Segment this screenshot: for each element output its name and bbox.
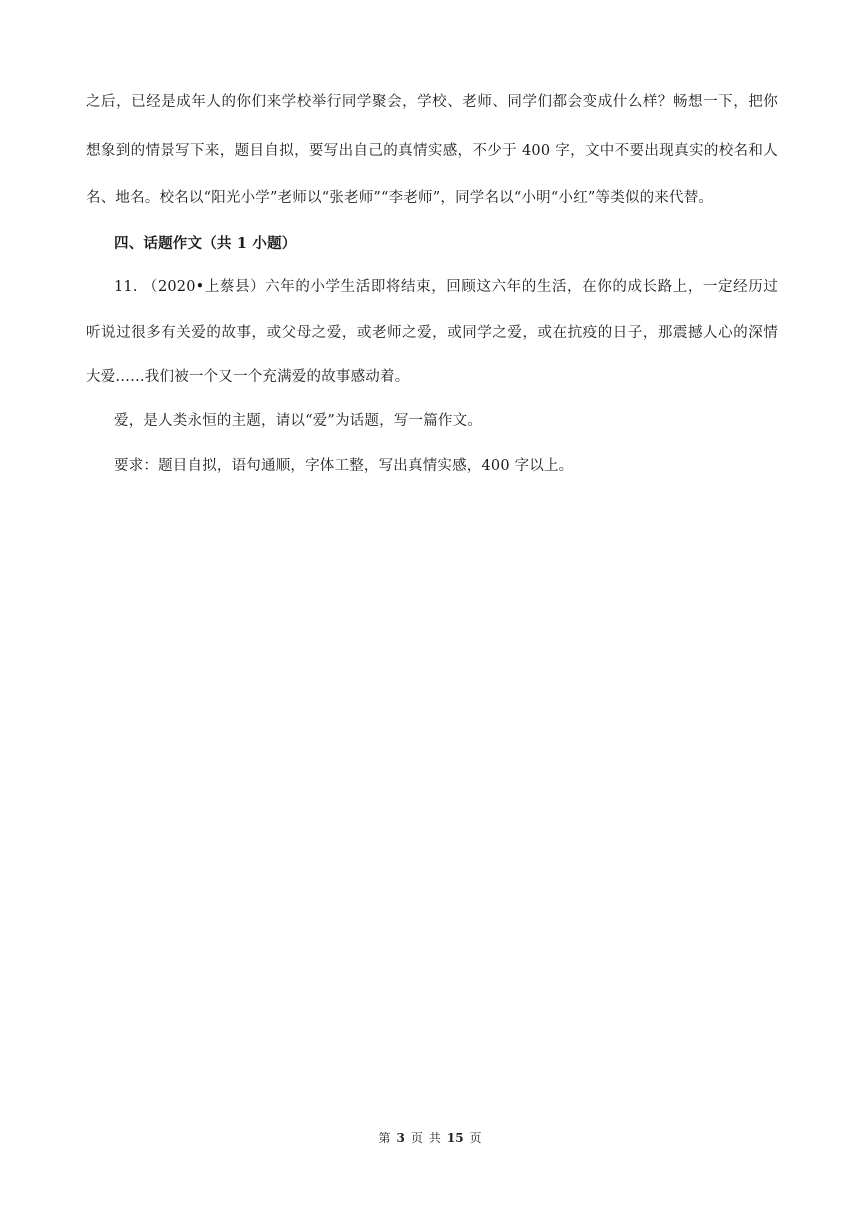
footer-di: 第 bbox=[378, 1131, 391, 1145]
prev-question-line-3: 名、地名。校名以“阳光小学”老师以“张老师”“李老师”，同学名以“小明“小红”等类似的来代替。 bbox=[86, 190, 714, 206]
question-11-topic: 爱，是人类永恒的主题，请以“爱”为话题，写一篇作文。 bbox=[114, 413, 483, 429]
prev-question-line-1: 之后，已经是成年人的你们来学校举行同学聚会，学校、老师、同学们都会变成什么样？畅想一下，把你 bbox=[86, 94, 778, 110]
question-11-line-3: 大爱……我们被一个又一个充满爱的故事感动着。 bbox=[86, 369, 410, 385]
question-11-requirement: 要求：题目自拟，语句通顺，字体工整，写出真情实感，400 字以上。 bbox=[114, 458, 574, 474]
footer-total-pages: 15 bbox=[446, 1131, 464, 1145]
footer-gong: 共 bbox=[428, 1131, 441, 1145]
footer-ye-2: 页 bbox=[469, 1131, 482, 1145]
page-footer bbox=[0, 1130, 860, 1146]
question-11-line-1: 11. （2020•上蔡县）六年的小学生活即将结束，回顾这六年的生活，在你的成长路上，一定经历过 bbox=[114, 279, 778, 295]
footer-page-number: 3 bbox=[396, 1131, 405, 1145]
question-11-line-2: 听说过很多有关爱的故事，或父母之爱，或老师之爱，或同学之爱，或在抗疫的日子，那震撼人心的深情 bbox=[86, 325, 778, 341]
footer-ye: 页 bbox=[410, 1131, 423, 1145]
prev-question-line-2: 想象到的情景写下来，题目自拟，要写出自己的真情实感，不少于 400 字，文中不要出现真实的校名和人 bbox=[86, 143, 778, 159]
section-heading: 四、话题作文（共 1 小题） bbox=[114, 235, 297, 252]
